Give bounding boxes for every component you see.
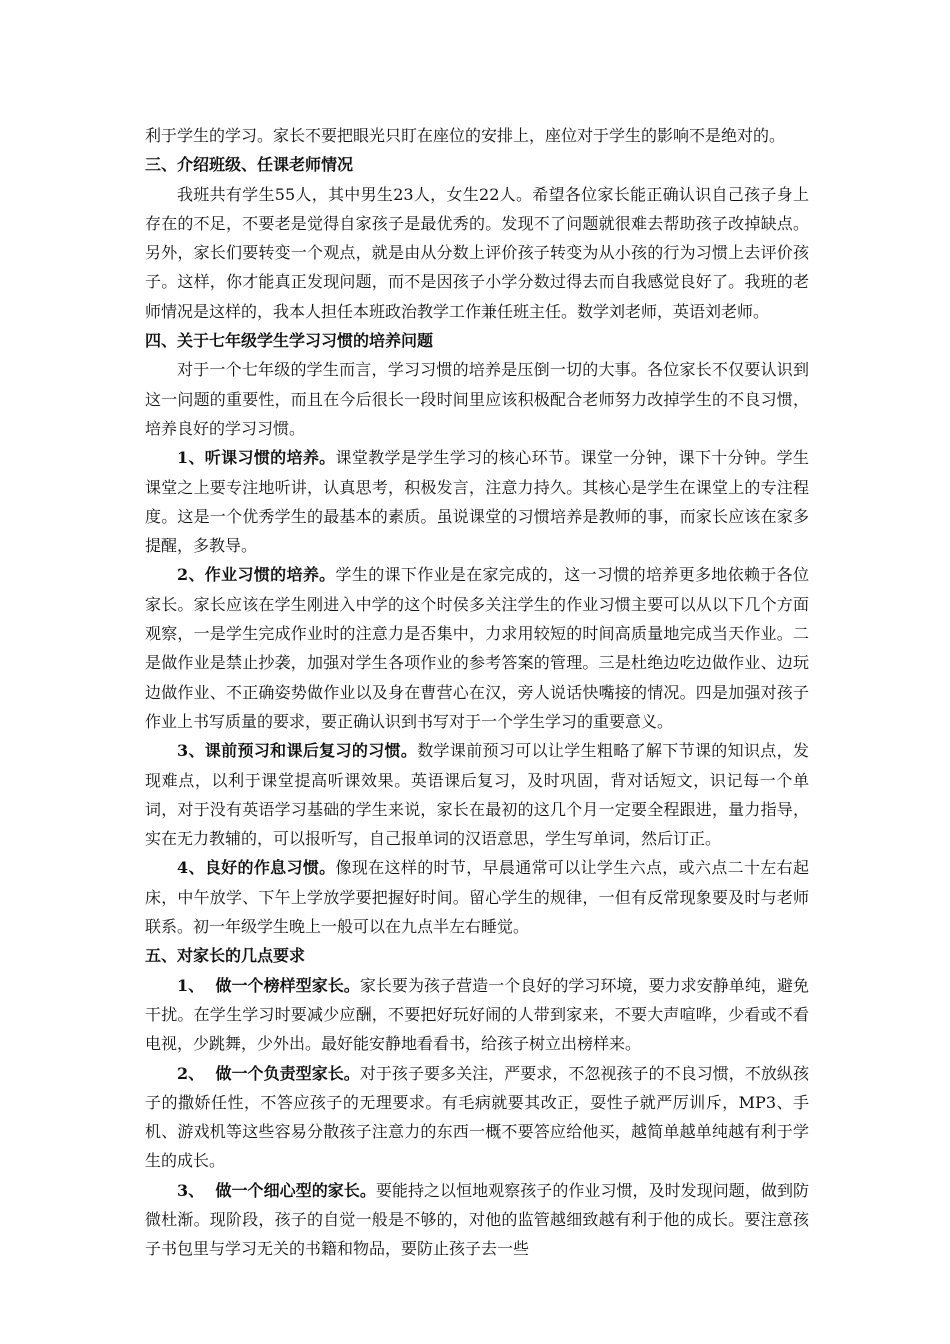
paragraph-role-model-parent [145,971,809,1059]
paragraph-text: 家长要为孩子营造一个良好的学习环境，要力求安静单纯，避免干扰。在学生学习时要减少应酬，不要把好玩好闹的人带到家来，不要大声喧哗，少看或不看电视，少跳舞，少外出。最好能安静地看看书，给孩子树立出榜样来。 [145,975,809,1054]
paragraph-text: 课堂教学是学生学习的核心环节。课堂一分钟，课下十分钟。学生课堂之上要专注地听讲，认真思考，积极发言，注意力持久。其核心是学生在课堂上的专注程度。这是一个优秀学生的最基本的素质。虽说课堂的习惯培养是教师的事，而家长应该在家多提醒，多教导。 [145,448,809,556]
paragraph-lead: 1、 做一个榜样型家长。 [177,975,360,995]
paragraph-text: 对于孩子要多关注，严要求，不忽视孩子的不良习惯，不放纵孩子的撒娇任性，不答应孩子的无理要求。有毛病就要其改正，耍性子就严厉训斥，MP3、手机、游戏机等这些容易分散孩子注意力的东西一概不要答应给他买，越简单越单纯越有利于学生的成长。 [145,1063,809,1171]
paragraph-text: 我班共有学生55人，其中男生23人，女生22人。希望各位家长能正确认识自己孩子身上存在的不足，不要老是觉得自家孩子是最优秀的。发现不了问题就很难去帮助孩子改掉缺点。另外，家长们要转变一个观点，就是由从分数上评价孩子转变为从小孩的行为习惯上去评价孩子。这样，你才能真正发现问题，而不是因孩子小学分数过得去而自我感觉良好了。我班的老师情况是这样的，我本人担任本班政治教学工作兼任班主任。数学刘老师，英语刘老师。 [145,184,809,321]
paragraph-habits-intro [145,355,809,443]
section-heading-4: 四、关于七年级学生学习习惯的培养问题 [145,331,434,351]
paragraph-continuation [145,121,809,150]
paragraph-text: 要能持之以恒地观察孩子的作业习惯，及时发现问题，做到防微杜渐。现阶段，孩子的自觉一般是不够的，对他的监管越细致越有利于他的成长。要注意孩子书包里与学习无关的书籍和物品，要防止孩子去一些 [145,1180,809,1259]
paragraph-text: 数学课前预习可以让学生粗略了解下节课的知识点，发现难点，以利于课堂提高听课效果。英语课后复习，及时巩固，背对话短文，识记每一个单词，对于没有英语学习基础的学生来说，家长在最初的这几个月一定要全程跟进，量力指导，实在无力教辅的，可以报听写，自己报单词的汉语意思，学生写单词，然后订正。 [145,741,809,849]
paragraph-lead: 3、 做一个细心型的家长。 [177,1180,376,1200]
paragraph-homework-habit [145,560,809,736]
paragraph-lead: 2、作业习惯的培养。 [177,565,336,585]
paragraph-text: 对于一个七年级的学生而言，学习习惯的培养是压倒一切的大事。各位家长不仅要认识到这一问题的重要性，而且在今后很长一段时间里应该积极配合老师努力改掉学生的不良习惯，培养良好的学习习惯。 [145,360,809,438]
paragraph-lead: 1、听课习惯的培养。 [177,448,336,468]
paragraph-lead: 4、良好的作息习惯。 [177,858,336,878]
paragraph-class-info [145,180,809,326]
paragraph-responsible-parent [145,1059,809,1176]
paragraph-text: 学生的课下作业是在家完成的，这一习惯的培养更多地依赖于各位家长。家长应该在学生刚进入中学的这个时侯多关注学生的作业习惯主要可以从以下几个方面观察，一是学生完成作业时的注意力是否集中，力求用较短的时间高质量地完成当天作业。二是做作业是禁止抄袭，加强对学生各项作业的参考答案的管理。三是杜绝边吃边做作业、边玩边做作业、不正确姿势做作业以及身在曹营心在汉，旁人说话快嘴接的情况。四是加强对孩子作业上书写质量的要求，要正确认识到书写对于一个学生学习的重要意义。 [145,565,809,731]
paragraph-attentive-parent [145,1176,809,1264]
paragraph-text: 像现在这样的时节，早晨通常可以让学生六点，或六点二十左右起床，中午放学、下午上学放学要把握好时间。留心学生的规律，一但有反常现象要及时与老师联系。初一年级学生晚上一般可以在九点半左右睡觉。 [145,858,809,937]
paragraph-routine-habit [145,853,809,941]
document-body [145,121,809,1264]
paragraph-text: 利于学生的学习。家长不要把眼光只盯在座位的安排上，座位对于学生的影响不是绝对的。 [145,126,786,145]
paragraph-lead: 3、课前预习和课后复习的习惯。 [177,741,418,761]
paragraph-preview-review-habit [145,736,809,853]
paragraph-lead: 2、 做一个负责型家长。 [177,1063,360,1083]
section-heading-5: 五、对家长的几点要求 [145,946,306,966]
section-heading-3: 三、介绍班级、任课老师情况 [145,155,354,175]
paragraph-listening-habit [145,443,809,560]
